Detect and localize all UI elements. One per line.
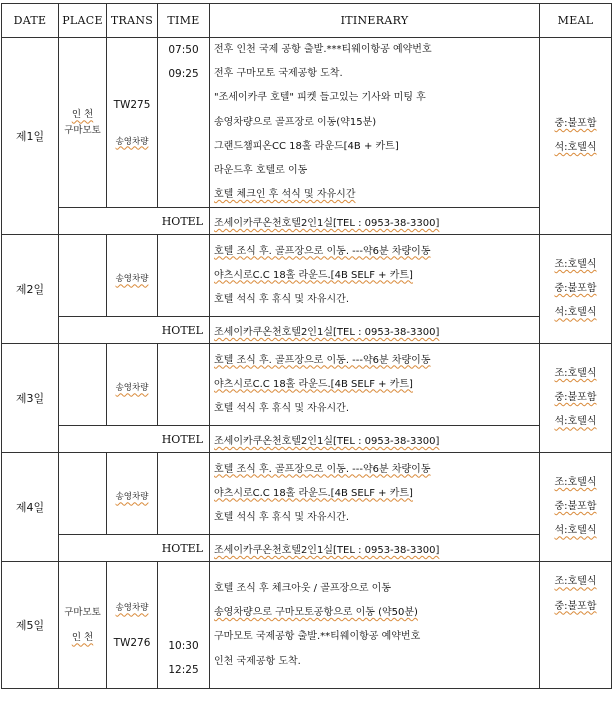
day-5-time (158, 562, 210, 689)
time-text: 09:25 (168, 68, 199, 81)
itinerary-line: 호텔 석식 후 휴식 및 자유시간. (214, 511, 349, 523)
itinerary-line: 구마모토 국제공항 출발.**티웨이항공 예약번호 (214, 631, 421, 643)
header-meal: MEAL (540, 4, 612, 38)
time-text: 10:30 (168, 639, 199, 652)
day-1-trans (107, 38, 158, 208)
meal-text: 조:호텔식 (554, 477, 597, 489)
day-4-date: 제4일 (2, 453, 59, 562)
hotel-info (210, 426, 540, 453)
meal-text: 석:호텔식 (554, 142, 597, 154)
day-1-meal (540, 38, 612, 235)
itinerary-line: 라운드후 호텔로 이동 (214, 164, 308, 176)
day-row (2, 453, 612, 535)
hotel-text: 조세이카쿠온천호텔2인1실[TEL : 0953-38-3300] (214, 326, 440, 338)
day-4-place (59, 453, 107, 535)
hotel-info (210, 535, 540, 562)
hotel-text: 조세이카쿠온천호텔2인1실[TEL : 0953-38-3300] (214, 544, 440, 556)
time-text: 12:25 (168, 664, 199, 677)
meal-text: 석:호텔식 (554, 307, 597, 319)
itinerary-line: 그랜드챔피온CC 18홀 라운드[4B + 카트] (214, 140, 399, 152)
header-itinerary: ITINERARY (210, 4, 540, 38)
itinerary-line: 호텔 체크인 후 석식 및 자유시간 (214, 189, 356, 201)
day-5-trans (107, 562, 158, 689)
transport-text: 송영차량 (115, 492, 149, 503)
day-1-time (158, 38, 210, 208)
flight-code: TW275 (113, 98, 151, 111)
flight-code: TW276 (113, 637, 151, 650)
meal-text: 조:호텔식 (554, 259, 597, 271)
transport-text: 송영차량 (115, 136, 149, 147)
itinerary-line: 호텔 조식 후. 골프장으로 이동. ---약6분 차량이동 (214, 354, 431, 366)
meal-text: 조:호텔식 (554, 368, 597, 380)
itinerary-line: 호텔 조식 후. 골프장으로 이동. ---약6분 차량이동 (214, 245, 431, 257)
hotel-label: HOTEL (59, 535, 210, 562)
place-text: 인 천 (71, 109, 94, 121)
day-3-itinerary (210, 344, 540, 426)
itinerary-line: 전후 인천 국제 공항 출발.***티웨이항공 예약번호 (214, 44, 432, 55)
itinerary-line: 호텔 조식 후. 골프장으로 이동. ---약6분 차량이동 (214, 463, 431, 475)
hotel-row (2, 426, 612, 453)
day-3-meal (540, 344, 612, 453)
day-4-trans (107, 453, 158, 535)
hotel-label: HOTEL (59, 426, 210, 453)
meal-text: 중:불포함 (554, 392, 597, 404)
day-5-meal (540, 562, 612, 689)
day-4-time (158, 453, 210, 535)
day-row (2, 344, 612, 426)
day-1-date: 제1일 (2, 38, 59, 235)
day-row (2, 235, 612, 317)
hotel-label: HOTEL (59, 317, 210, 344)
itinerary-line: 송영차량으로 골프장로 이동(약15분) (214, 116, 377, 128)
day-5-itinerary (210, 562, 540, 689)
day-2-place (59, 235, 107, 317)
hotel-text: 조세이카쿠온천호텔2인1실[TEL : 0953-38-3300] (214, 435, 440, 447)
hotel-row (2, 317, 612, 344)
hotel-text: 조세이카쿠온천호텔2인1실[TEL : 0953-38-3300] (214, 217, 440, 229)
day-3-trans (107, 344, 158, 426)
meal-text: 중:불포함 (554, 117, 597, 129)
day-3-place (59, 344, 107, 426)
header-date: DATE (2, 4, 59, 38)
header-time: TIME (158, 4, 210, 38)
meal-text: 중:불포함 (554, 501, 597, 513)
itinerary-line: 전후 구마모토 국제공항 도착. (214, 68, 343, 80)
day-1-itinerary (210, 38, 540, 208)
header-place: PLACE (59, 4, 107, 38)
day-1-place (59, 38, 107, 208)
transport-text: 송영차량 (115, 274, 149, 285)
itinerary-line: 송영차량으로 구마모토공항으로 이동 (약50분) (214, 607, 418, 619)
place-text: 인 천 (71, 632, 94, 644)
transport-text: 송영차량 (115, 603, 149, 614)
day-2-date: 제2일 (2, 235, 59, 344)
time-text: 07:50 (168, 44, 199, 56)
place-text: 구마모토 (64, 124, 101, 136)
day-4-meal (540, 453, 612, 562)
itinerary-line: 야츠시로C.C 18홀 라운드.[4B SELF + 카트] (214, 378, 413, 390)
day-row (2, 562, 612, 689)
day-2-meal (540, 235, 612, 344)
hotel-row (2, 535, 612, 562)
itinerary-line: 호텔 석식 후 휴식 및 자유시간. (214, 293, 349, 305)
day-5-place (59, 562, 107, 689)
day-4-itinerary (210, 453, 540, 535)
itinerary-line: 야츠시로C.C 18홀 라운드.[4B SELF + 카트] (214, 269, 413, 281)
meal-text: 중:불포함 (554, 283, 597, 295)
header-trans: TRANS (107, 4, 158, 38)
hotel-label: HOTEL (59, 208, 210, 235)
meal-text: 중:불포함 (554, 600, 597, 612)
itinerary-line: 야츠시로C.C 18홀 라운드.[4B SELF + 카트] (214, 487, 413, 499)
meal-text: 조:호텔식 (554, 576, 597, 588)
hotel-info (210, 208, 540, 235)
itinerary-line: 인천 국제공항 도착. (214, 655, 301, 667)
itinerary-line: 호텔 석식 후 휴식 및 자유시간. (214, 402, 349, 414)
day-3-date: 제3일 (2, 344, 59, 453)
header-row (2, 4, 612, 38)
itinerary-line: "조세이카쿠 호텔" 피켓 들고있는 기사와 미팅 후 (214, 92, 426, 104)
itinerary-line: 호텔 조식 후 체크아웃 / 골프장으로 이동 (214, 582, 392, 594)
day-5-date: 제5일 (2, 562, 59, 689)
day-2-itinerary (210, 235, 540, 317)
day-2-time (158, 235, 210, 317)
meal-text: 석:호텔식 (554, 525, 597, 537)
place-text: 구마모토 (64, 607, 101, 619)
meal-text: 석:호텔식 (554, 416, 597, 428)
day-3-time (158, 344, 210, 426)
hotel-info (210, 317, 540, 344)
hotel-row (2, 208, 612, 235)
day-2-trans (107, 235, 158, 317)
itinerary-table (1, 3, 612, 689)
transport-text: 송영차량 (115, 383, 149, 394)
day-row (2, 38, 612, 208)
